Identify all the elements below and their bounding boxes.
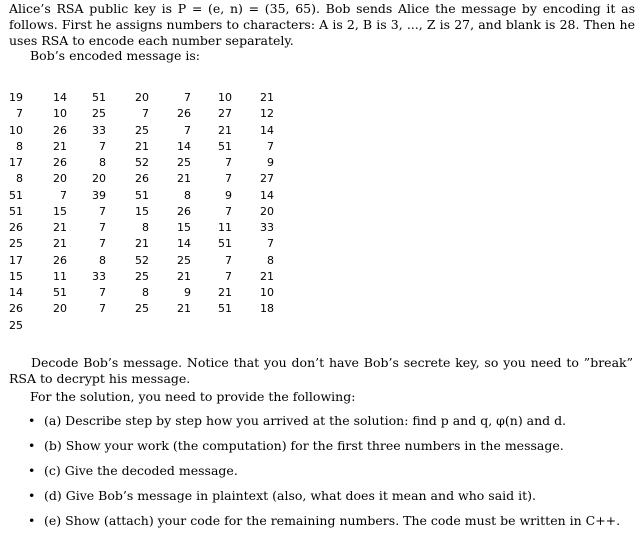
message-number: 51 — [218, 237, 232, 251]
message-number: 9 — [267, 156, 274, 169]
message-number: 20 — [92, 172, 106, 186]
message-number: 18 — [260, 302, 274, 316]
message-number: 20 — [135, 91, 149, 104]
message-number: 8 — [267, 253, 274, 267]
message-number: 25 — [135, 269, 149, 283]
encoded-message-label: Bob’s encoded message is: — [30, 48, 200, 63]
message-number: 21 — [260, 269, 274, 283]
message-number: 21 — [260, 91, 274, 104]
message-number: 25 — [135, 123, 149, 137]
message-number: 26 — [135, 172, 149, 186]
message-number: 7 — [267, 139, 274, 153]
message-number: 7 — [60, 188, 67, 202]
message-number: 26 — [9, 221, 23, 234]
message-number: 10 — [9, 123, 23, 137]
message-number: 25 — [177, 156, 191, 169]
message-number: 52 — [135, 253, 149, 267]
message-number: 7 — [225, 156, 232, 169]
message-number: 7 — [99, 204, 106, 218]
message-number: 21 — [53, 139, 67, 153]
message-number: 21 — [135, 237, 149, 251]
message-number: 21 — [53, 221, 67, 234]
message-number: 17 — [9, 156, 23, 169]
message-number: 26 — [177, 204, 191, 218]
requirement-item — [28, 488, 620, 513]
message-number: 8 — [99, 253, 106, 267]
message-number: 25 — [9, 237, 23, 251]
requirement-text: (e) Show (attach) your code for the remaining numbers. The code must be written in C++. — [44, 513, 621, 528]
message-number: 7 — [225, 269, 232, 283]
message-number: 12 — [260, 107, 274, 121]
message-number: 17 — [9, 253, 23, 267]
message-number: 52 — [135, 156, 149, 169]
message-number: 15 — [135, 204, 149, 218]
message-number: 7 — [225, 204, 232, 218]
message-number: 8 — [16, 139, 23, 153]
message-number: 7 — [16, 107, 23, 121]
requirement-item — [28, 438, 620, 463]
message-number: 15 — [177, 221, 191, 234]
bullet-icon: • — [28, 513, 36, 528]
message-number: 9 — [184, 286, 191, 299]
message-number: 8 — [142, 286, 149, 299]
bullet-icon: • — [28, 463, 36, 478]
message-number: 7 — [184, 123, 191, 137]
message-number: 21 — [135, 139, 149, 153]
solution-intro: For the solution, you need to provide the following: — [30, 389, 356, 404]
message-number: 8 — [99, 156, 106, 169]
message-number: 8 — [184, 188, 191, 202]
message-number: 33 — [92, 123, 106, 137]
message-number: 7 — [99, 302, 106, 316]
message-number: 20 — [53, 172, 67, 186]
message-number: 14 — [9, 286, 23, 299]
message-column — [37, 90, 67, 318]
message-number: 21 — [218, 123, 232, 137]
message-column — [244, 90, 274, 318]
message-number: 21 — [177, 302, 191, 316]
message-column — [161, 90, 191, 318]
requirement-item — [28, 413, 620, 438]
bullet-icon: • — [28, 438, 36, 453]
message-number: 10 — [218, 91, 232, 104]
message-number: 14 — [260, 188, 274, 202]
message-number: 8 — [142, 221, 149, 234]
message-number: 14 — [177, 139, 191, 153]
message-number: 26 — [53, 253, 67, 267]
message-number: 20 — [260, 204, 274, 218]
message-number: 20 — [53, 302, 67, 316]
requirement-text: (c) Give the decoded message. — [44, 463, 238, 478]
message-number: 21 — [53, 237, 67, 251]
bullet-icon: • — [28, 488, 36, 503]
message-number: 7 — [99, 221, 106, 234]
message-number: 51 — [92, 91, 106, 104]
message-number: 51 — [53, 286, 67, 299]
message-number: 27 — [218, 107, 232, 121]
message-number: 27 — [260, 172, 274, 186]
message-number: 25 — [177, 253, 191, 267]
message-number: 15 — [53, 204, 67, 218]
message-number: 51 — [9, 204, 23, 218]
message-number: 10 — [53, 107, 67, 121]
bullet-icon: • — [28, 413, 36, 428]
message-number: 7 — [184, 91, 191, 104]
message-number: 21 — [177, 269, 191, 283]
message-number: 51 — [135, 188, 149, 202]
message-number: 11 — [53, 269, 67, 283]
message-number: 51 — [9, 188, 23, 202]
message-number: 51 — [218, 302, 232, 316]
requirement-text: (d) Give Bob’s message in plaintext (also, what does it mean and who said it). — [44, 488, 536, 503]
message-number: 21 — [218, 286, 232, 299]
message-number: 11 — [218, 221, 232, 234]
message-number: 26 — [177, 107, 191, 121]
message-number: 21 — [177, 172, 191, 186]
message-number: 7 — [225, 172, 232, 186]
message-number: 7 — [267, 237, 274, 251]
message-number: 7 — [99, 286, 106, 299]
requirement-item — [28, 513, 620, 538]
message-number: 14 — [53, 91, 67, 104]
message-number: 26 — [53, 156, 67, 169]
task-paragraph: Decode Bob’s message. Notice that you don’t have Bob’s secrete key, so you need to ”break” RSA to decrypt his message. — [9, 355, 633, 386]
message-number: 15 — [9, 269, 23, 283]
message-number: 25 — [9, 318, 23, 332]
requirements-list — [28, 413, 620, 538]
message-number: 9 — [225, 188, 232, 202]
message-number: 26 — [53, 123, 67, 137]
message-number: 14 — [260, 123, 274, 137]
message-number: 39 — [92, 188, 106, 202]
message-number: 26 — [9, 302, 23, 316]
message-number: 7 — [99, 237, 106, 251]
message-number: 25 — [135, 302, 149, 316]
message-number: 7 — [99, 139, 106, 153]
message-number: 8 — [16, 172, 23, 186]
intro-paragraph: Alice’s RSA public key is P = (e, n) = (35, 65). Bob sends Alice the message by encoding it as follows. First he assigns numbers to characters: A is 2, B is 3, ..., Z is 27, and blank is 28. Then he uses RSA to encode each number separately. — [9, 1, 635, 48]
message-column — [76, 90, 106, 318]
requirement-text: (a) Describe step by step how you arrived at the solution: find p and q, φ(n) and d. — [44, 413, 567, 428]
requirement-item — [28, 463, 620, 488]
message-number: 19 — [9, 91, 23, 104]
message-number: 33 — [260, 221, 274, 234]
message-column — [202, 90, 232, 318]
message-number: 7 — [225, 253, 232, 267]
message-number: 7 — [142, 107, 149, 121]
message-number: 33 — [92, 269, 106, 283]
message-number: 51 — [218, 139, 232, 153]
message-number: 10 — [260, 286, 274, 299]
message-number: 25 — [92, 107, 106, 121]
message-number: 14 — [177, 237, 191, 251]
message-column — [0, 90, 23, 334]
message-column — [119, 90, 149, 318]
requirement-text: (b) Show your work (the computation) for the first three numbers in the message. — [44, 438, 564, 453]
